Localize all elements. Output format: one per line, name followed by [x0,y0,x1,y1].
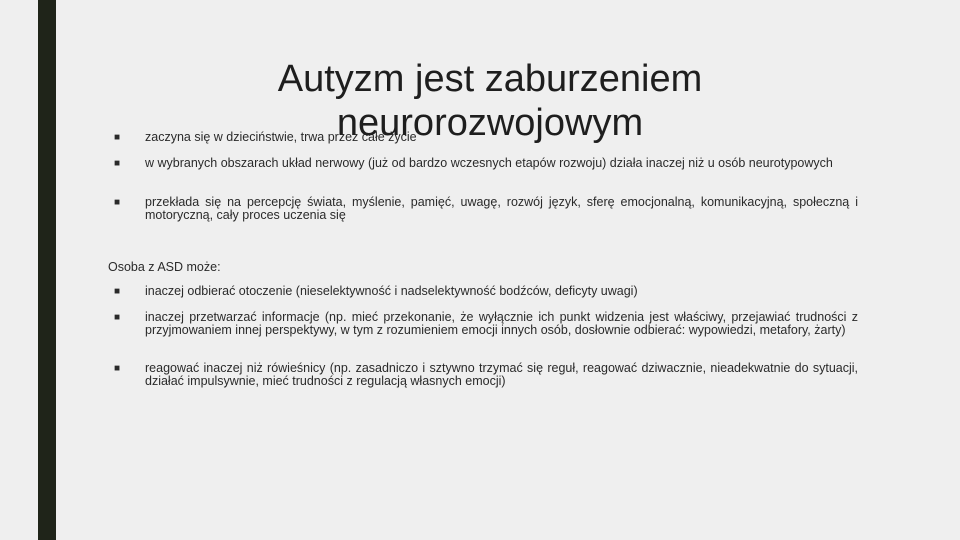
bullet-item [108,157,858,170]
bullet-square-icon: ■ [114,197,121,208]
bullet-square-icon: ■ [114,286,121,297]
bullet-square-icon: ■ [114,312,121,323]
side-accent-bar [38,0,56,540]
section-intro: Osoba z ASD może: [108,260,221,274]
bullet-text: zaczyna się w dzieciństwie, trwa przez całe życie [145,130,417,144]
bullet-square-icon: ■ [114,132,121,143]
bullet-text: inaczej przetwarzać informacje (np. mieć przekonanie, że wyłącznie ich punkt widzenia jest właściwy, przejawiać trudności z przyjmowaniem innej perspektywy, w tym z rozumieniem emocji innych osób, dosłownie odbierać: wypowiedzi, metafory, żarty) [145,310,858,337]
bullet-item [108,311,858,336]
bullet-item [108,285,858,298]
bullet-text: inaczej odbierać otoczenie (nieselektywność i nadselektywność bodźców, deficyty uwagi) [145,284,638,298]
bullet-text: w wybranych obszarach układ nerwowy (już od bardzo wczesnych etapów rozwoju) działa inaczej niż u osób neurotypowych [145,156,833,170]
bullet-text: przekłada się na percepcję świata, myślenie, pamięć, uwagę, rozwój język, sferę emocjonalną, komunikacyjną, społeczną i motoryczną, cały proces uczenia się [145,195,858,222]
bullet-item [108,362,858,387]
bullet-item [108,196,858,221]
bullet-square-icon: ■ [114,363,121,374]
slide-title: Autyzm jest zaburzeniem neurorozwojowym [277,58,703,144]
bullet-text: reagować inaczej niż rówieśnicy (np. zasadniczo i sztywno trzymać się reguł, reagować dziwacznie, nieadekwatnie do sytuacji, działać impulsywnie, mieć trudności z regulacją własnych emocji) [145,361,858,388]
bullet-square-icon: ■ [114,158,121,169]
